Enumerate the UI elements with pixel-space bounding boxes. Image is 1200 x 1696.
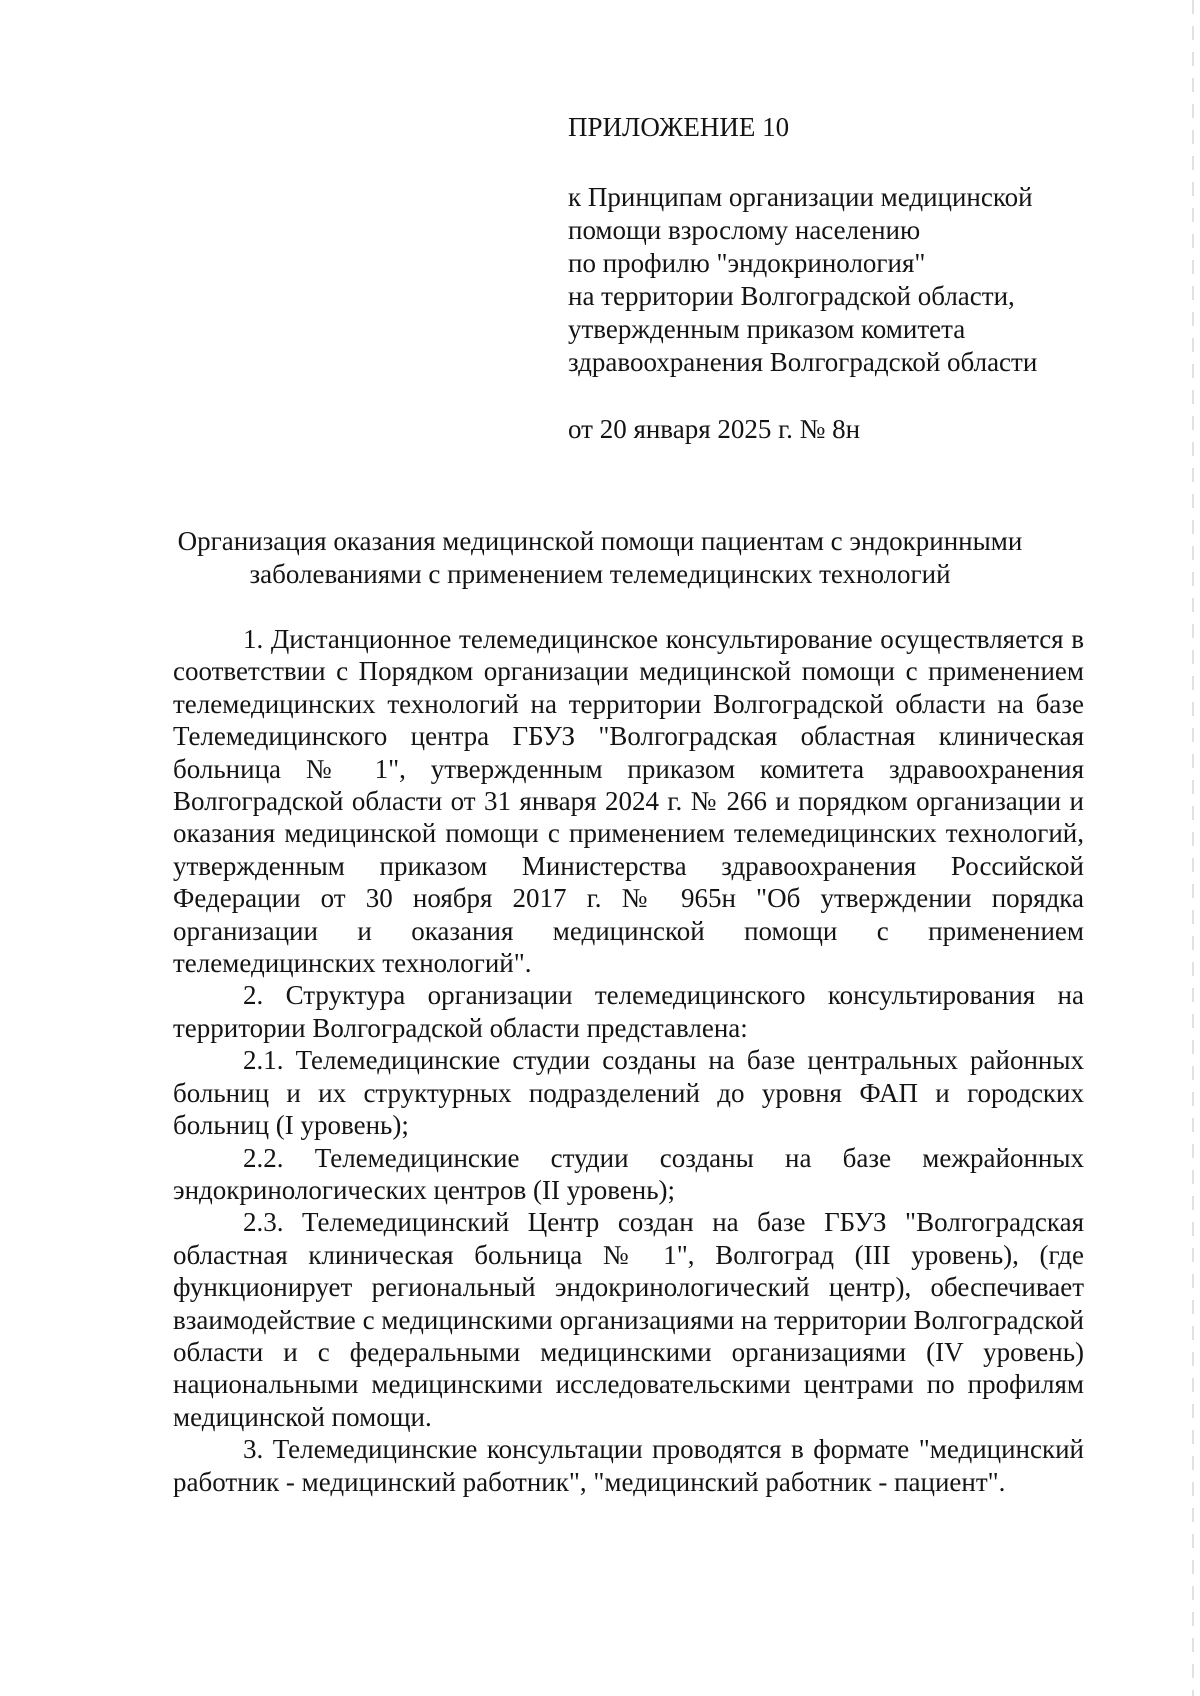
scan-edge: [1192, 0, 1194, 1696]
document-title-line: заболеваниями с применением телемедицинских технологий: [249, 559, 951, 589]
document-body: [173, 623, 1084, 1498]
paragraph-2-2: 2.2. Телемедицинские студии созданы на базе межрайонных эндокринологических центров (II уровень);: [173, 1142, 1084, 1205]
appendix-date: от 20 января 2025 г. № 8н: [568, 414, 861, 444]
appendix-line: здравоохранения Волгоградской области: [568, 347, 1038, 377]
appendix-line: к Принципам организации медицинской: [568, 182, 1033, 212]
appendix-line: помощи взрослому населению: [568, 215, 921, 245]
paragraph-2: 2. Структура организации телемедицинского консультирования на территории Волгоградской области представлена:: [173, 980, 1084, 1043]
appendix-line: на территории Волгоградской области,: [568, 281, 1015, 311]
paragraph-2-3: 2.3. Телемедицинский Центр создан на базе ГБУЗ "Волгоградская областная клиническая больница № 1", Волгоград (III уровень), (где функционирует региональный эндокринологический центр), обеспечивает взаимодействие с медицинскими организациями на территории Волгоградской области и с федеральными медицинскими организациями (IV уровень) национальными медицинскими исследовательскими центрами по профилям медицинской помощи.: [173, 1207, 1084, 1432]
paragraph-3: 3. Телемедицинские консультации проводятся в формате "медицинский работник - медицинский работник", "медицинский работник - пациент".: [173, 1434, 1084, 1497]
paragraph-2-1: 2.1. Телемедицинские студии созданы на базе центральных районных больниц и их структурных подразделений до уровня ФАП и городских больниц (I уровень);: [173, 1045, 1084, 1141]
document-title-line: Организация оказания медицинской помощи пациентам с эндокринными: [177, 526, 1023, 556]
appendix-title: ПРИЛОЖЕНИЕ 10: [568, 112, 790, 142]
appendix-block: [568, 111, 1088, 446]
paragraph-1: 1. Дистанционное телемедицинское консультирование осуществляется в соответствии с Порядком организации медицинской помощи с применением телемедицинских технологий на территории Волгоградской области на базе Телемедицинского центра ГБУЗ "Волгоградская областная клиническая больница № 1", утвержденным приказом комитета здравоохранения Волгоградской области от 31 января 2024 г. № 266 и порядком организации и оказания медицинской помощи с применением телемедицинских технологий, утвержденным приказом Министерства здравоохранения Российской Федерации от 30 ноября 2017 г. № 965н "Об утверждении порядка организации и оказания медицинской помощи с применением телемедицинских технологий".: [173, 624, 1084, 979]
appendix-line: по профилю "эндокринология": [568, 248, 926, 278]
document-title: [150, 525, 1050, 591]
appendix-reference: [568, 181, 1088, 379]
appendix-line: утвержденным приказом комитета: [568, 314, 966, 344]
